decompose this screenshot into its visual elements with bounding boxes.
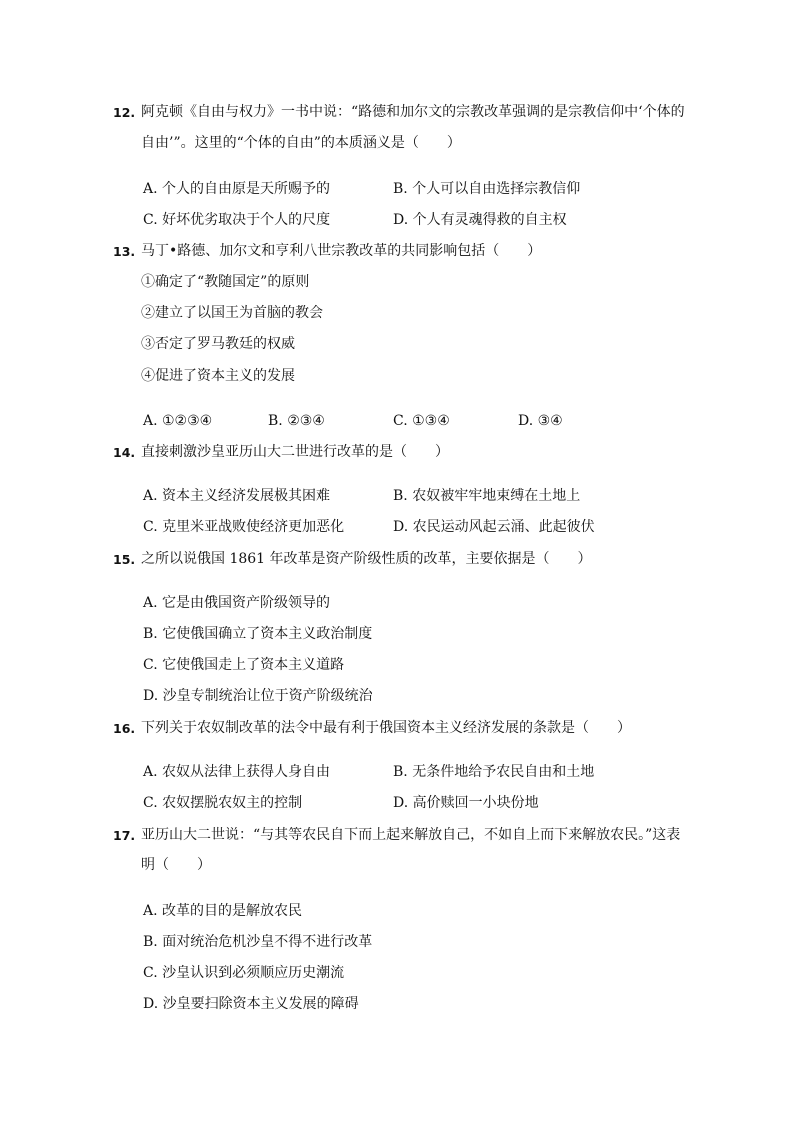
option-d[interactable]: D. ③④ — [518, 413, 563, 429]
option-b[interactable]: B. 无条件地给予农民自由和土地 — [393, 764, 595, 780]
option-d[interactable]: D. 沙皇要扫除资本主义发展的障碍 — [143, 996, 359, 1012]
option-b[interactable]: B. 个人可以自由选择宗教信仰 — [393, 181, 581, 197]
option-b[interactable]: B. ②③④ — [268, 413, 325, 429]
statement-item: ③否定了罗马教廷的权威 — [141, 336, 295, 352]
option-c[interactable]: C. 它使俄国走上了资本主义道路 — [143, 657, 345, 673]
option-c[interactable]: C. 好坏优劣取决于个人的尺度 — [143, 212, 331, 228]
option-c[interactable]: C. 克里米亚战败使经济更加恶化 — [143, 519, 345, 535]
option-d[interactable]: D. 高价赎回一小块份地 — [393, 795, 539, 811]
question-number: 14. — [113, 445, 136, 460]
option-a[interactable]: A. ①②③④ — [143, 413, 213, 429]
statement-item: ④促进了资本主义的发展 — [141, 368, 295, 384]
question-stem: 直接刺激沙皇亚历山大二世进行改革的是（ ） — [141, 444, 449, 460]
option-c[interactable]: C. ①③④ — [393, 413, 450, 429]
question-stem: 马丁•路德、加尔文和亨利八世宗教改革的共同影响包括（ ） — [141, 243, 542, 259]
question-number: 12. — [113, 105, 136, 120]
question-stem: 自由’”。这里的“个体的自由”的本质涵义是（ ） — [141, 135, 461, 151]
option-b[interactable]: B. 它使俄国确立了资本主义政治制度 — [143, 626, 373, 642]
question-number: 13. — [113, 244, 136, 259]
option-c[interactable]: C. 沙皇认识到必须顺应历史潮流 — [143, 965, 345, 981]
option-d[interactable]: D. 沙皇专制统治让位于资产阶级统治 — [143, 688, 373, 704]
option-a[interactable]: A. 它是由俄国资产阶级领导的 — [143, 595, 331, 611]
question-number: 16. — [113, 721, 136, 736]
question-number: 15. — [113, 552, 136, 567]
question-stem: 明（ ） — [141, 857, 211, 873]
option-d[interactable]: D. 农民运动风起云涌、此起彼伏 — [393, 519, 595, 535]
option-c[interactable]: C. 农奴摆脱农奴主的控制 — [143, 795, 303, 811]
question-stem: 阿克顿《自由与权力》一书中说：“路德和加尔文的宗教改革强调的是宗教信仰中‘个体的 — [141, 104, 685, 120]
question-stem: 之所以说俄国 1861 年改革是资产阶级性质的改革，主要依据是（ ） — [141, 551, 592, 567]
option-a[interactable]: A. 资本主义经济发展极其困难 — [143, 488, 331, 504]
question-stem: 下列关于农奴制改革的法令中最有利于俄国资本主义经济发展的条款是（ ） — [141, 720, 631, 736]
option-b[interactable]: B. 面对统治危机沙皇不得不进行改革 — [143, 934, 373, 950]
option-d[interactable]: D. 个人有灵魂得救的自主权 — [393, 212, 567, 228]
option-a[interactable]: A. 改革的目的是解放农民 — [143, 903, 303, 919]
option-a[interactable]: A. 农奴从法律上获得人身自由 — [143, 764, 331, 780]
question-stem: 亚历山大二世说：“与其等农民自下而上起来解放自己，不如自上而下来解放农民。”这表 — [141, 827, 681, 843]
option-b[interactable]: B. 农奴被牢牢地束缚在土地上 — [393, 488, 581, 504]
statement-item: ②建立了以国王为首脑的教会 — [141, 305, 323, 321]
question-number: 17. — [113, 828, 136, 843]
statement-item: ①确定了“教随国定”的原则 — [141, 274, 310, 290]
option-a[interactable]: A. 个人的自由原是天所赐予的 — [143, 181, 331, 197]
